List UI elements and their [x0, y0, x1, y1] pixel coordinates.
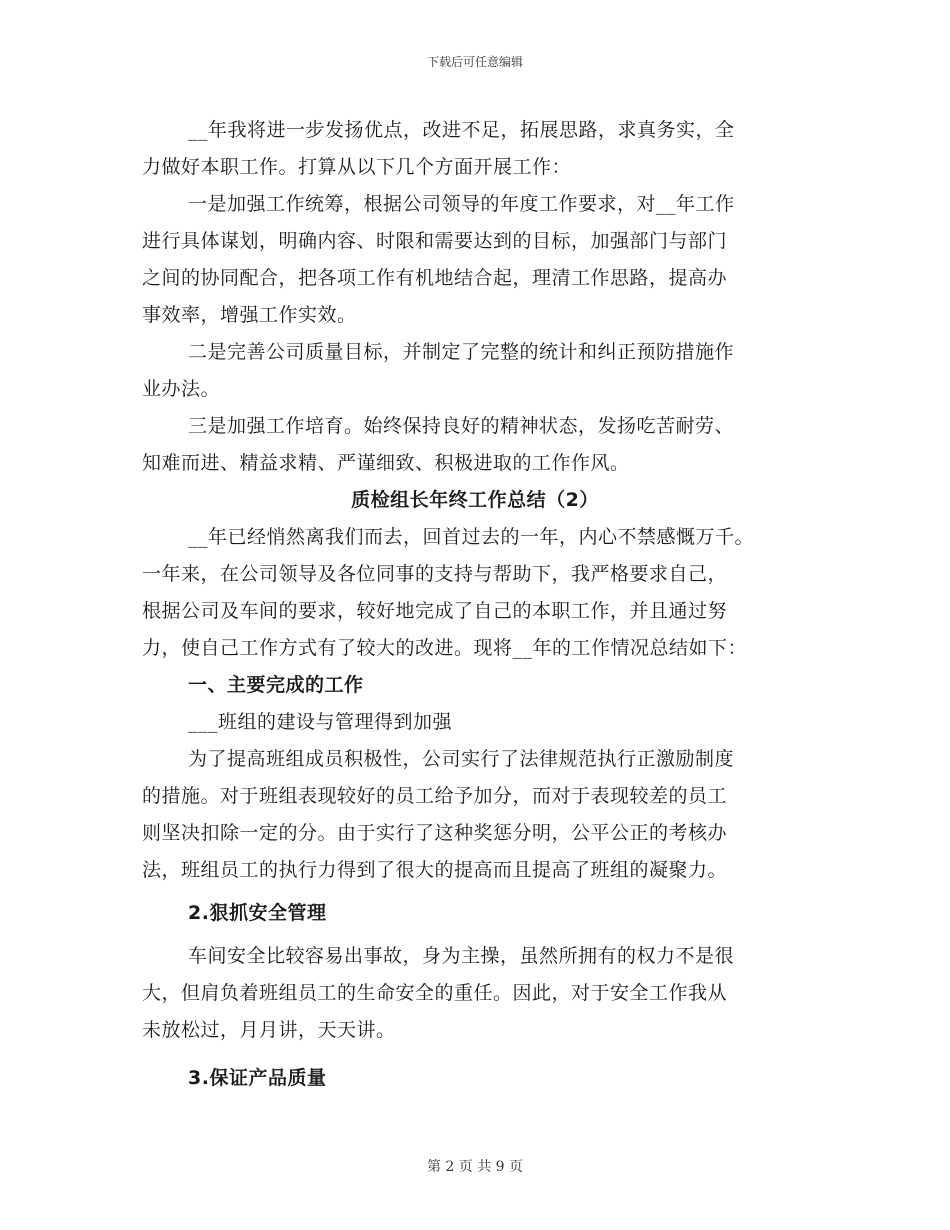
paragraph-line: ___班组的建设与管理得到加强 — [188, 711, 453, 733]
paragraph-line: 大，但肩负着班组员工的生命安全的重任。因此，对于安全工作我从 — [142, 982, 728, 1004]
paragraph-line: 的措施。对于班组表现较好的员工给予加分，而对于表现较差的员工 — [142, 785, 728, 807]
page-header: 下载后可任意编辑 — [426, 55, 523, 69]
paragraph-line: __年我将进一步发扬优点，改进不足，拓展思路，求真务实，全 — [188, 119, 735, 141]
paragraph-line: 知难而进、精益求精、严谨细致、积极进取的工作作风。 — [142, 452, 630, 474]
section-heading: 一、主要完成的工作 — [188, 674, 364, 696]
paragraph-line: 业办法。 — [142, 378, 221, 400]
paragraph-line: 未放松过，月月讲，天天讲。 — [142, 1019, 396, 1041]
section-title: 质检组长年终工作总结（2） — [351, 489, 599, 511]
paragraph-line: 则坚决扣除一定的分。由于实行了这种奖惩分明，公平公正的考核办 — [142, 822, 728, 844]
paragraph-line: 二是完善公司质量目标，并制定了完整的统计和纠正预防措施作 — [188, 341, 735, 363]
paragraph-line: 事效率，增强工作实效。 — [142, 304, 357, 326]
document-body — [142, 112, 808, 1097]
section-heading: 3.保证产品质量 — [188, 1067, 327, 1089]
paragraph-line: 之间的协同配合，把各项工作有机地结合起，理清工作思路，提高办 — [142, 267, 728, 289]
page-footer: 第 2 页 共 9 页 — [426, 1159, 524, 1175]
paragraph-line: 进行具体谋划，明确内容、时限和需要达到的目标，加强部门与部门 — [142, 230, 728, 252]
paragraph-line: 法，班组员工的执行力得到了很大的提高而且提高了班组的凝聚力。 — [142, 859, 728, 881]
paragraph-line: 力做好本职工作。打算从以下几个方面开展工作： — [142, 156, 572, 178]
section-heading: 2.狠抓安全管理 — [188, 902, 327, 924]
paragraph-line: 力，使自己工作方式有了较大的改进。现将__年的工作情况总结如下： — [142, 637, 748, 659]
paragraph-line: 车间安全比较容易出事故，身为主操，虽然所拥有的权力不是很 — [188, 945, 735, 967]
paragraph-line: __年已经悄然离我们而去，回首过去的一年，内心不禁感慨万千。 — [188, 526, 755, 548]
paragraph-line: 一是加强工作统筹，根据公司领导的年度工作要求，对__年工作 — [188, 193, 735, 215]
paragraph-line: 三是加强工作培育。始终保持良好的精神状态，发扬吃苦耐劳、 — [188, 415, 735, 437]
paragraph-line: 为了提高班组成员积极性，公司实行了法律规范执行正激励制度 — [188, 748, 735, 770]
paragraph-line: 根据公司及车间的要求，较好地完成了自己的本职工作，并且通过努 — [142, 600, 728, 622]
paragraph-line: 一年来，在公司领导及各位同事的支持与帮助下，我严格要求自己， — [142, 563, 728, 585]
